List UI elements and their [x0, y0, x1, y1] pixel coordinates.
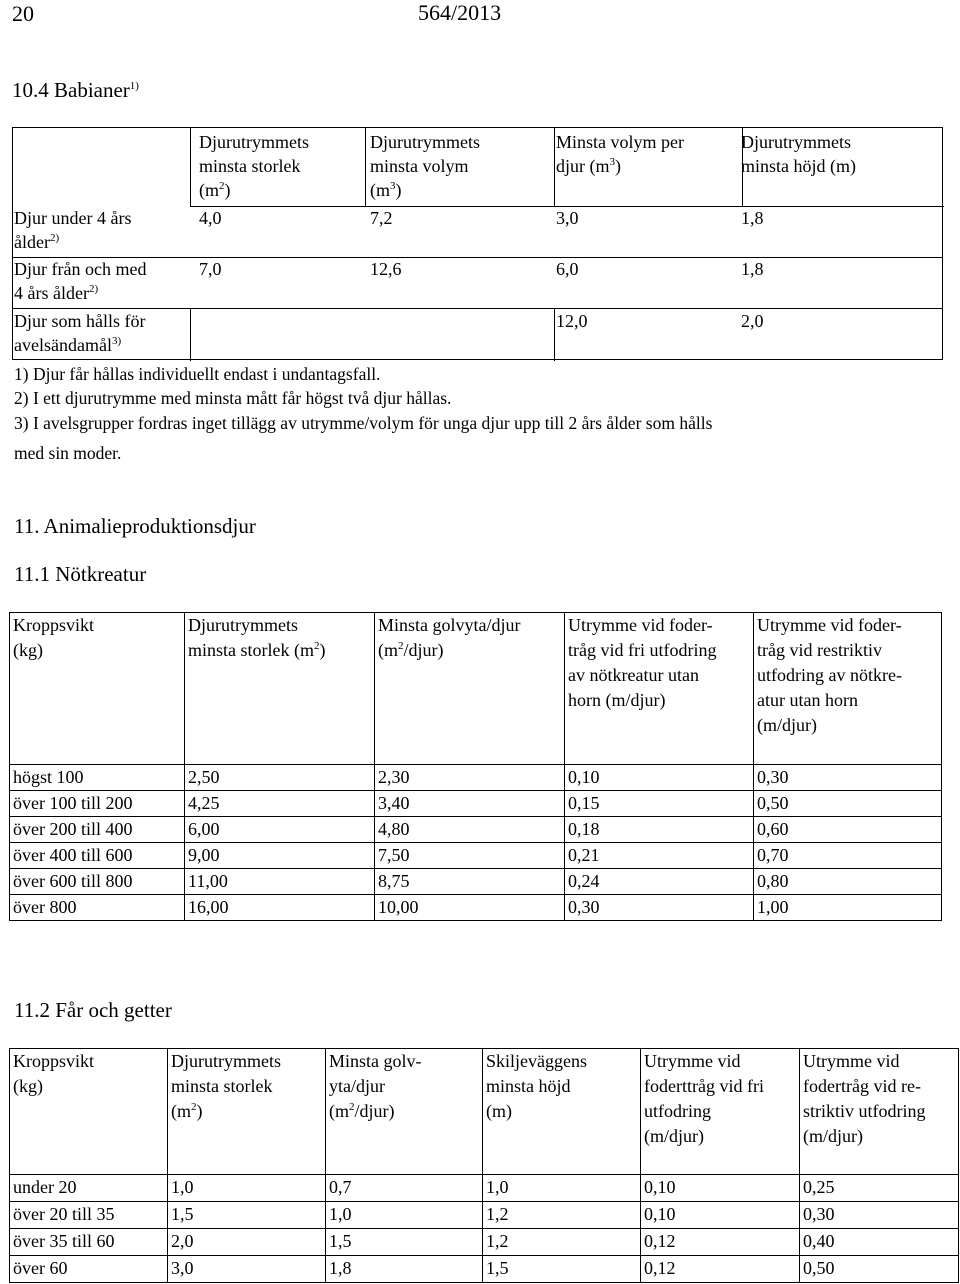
babianer-row-label-2: Djur som hålls för avelsändamål$^{3)}$ [14, 311, 146, 355]
header-cell: Minsta golv- yta/djur $(m^2/djur)$ [326, 1049, 483, 1175]
table-row [10, 869, 942, 895]
table-cell: 0,24 [565, 869, 754, 895]
babianer-value: 1,8 [741, 259, 764, 279]
header-cell: Utrymme vid foderttråg vid fri utfodring (m/djur) [641, 1049, 800, 1175]
header-cell: Utrymme vid fodertråg vid re- striktiv utfodring (m/djur) [800, 1049, 959, 1175]
footnote-3-cont: med sin moder. [14, 443, 122, 463]
table-cell: 9,00 [185, 843, 375, 869]
table-cell: 0,25 [800, 1175, 959, 1202]
table-cell: 0,7 [326, 1175, 483, 1202]
table-row [10, 843, 942, 869]
table-cell: 1,5 [326, 1229, 483, 1256]
table-cell: 0,80 [754, 869, 942, 895]
babianer-col-header-1: Djurutrymmets minsta volym $(m^3)$ [370, 132, 480, 200]
table-cell: 0,12 [641, 1229, 800, 1256]
header-cell: Utrymme vid foder- tråg vid fri utfodring av nötkreatur utan horn (m/djur) [565, 613, 754, 765]
babianer-value: 7,0 [199, 259, 222, 279]
table-cell: 1,0 [168, 1175, 326, 1202]
header-cell: Djurutrymmets minsta storlek $(m^2)$ [185, 613, 375, 765]
far-och-getter-table [9, 1048, 959, 1283]
babianer-value: 1,8 [741, 208, 764, 228]
page-number: 20 [12, 1, 34, 26]
table-cell: 2,30 [375, 765, 565, 791]
footnote-2: 2) I ett djurutrymme med minsta mått får högst två djur hållas. [14, 388, 452, 408]
table-cell: över 20 till 35 [10, 1202, 168, 1229]
babianer-col-header-3: Djurutrymmets minsta höjd (m) [741, 132, 856, 176]
header-cell: Minsta golvyta/djur $(m^2/djur)$ [375, 613, 565, 765]
table-row [10, 791, 942, 817]
table-cell: 0,50 [800, 1256, 959, 1283]
table-row [10, 1229, 959, 1256]
footnote-1: 1) Djur får hållas individuellt endast i undantagsfall. [14, 364, 381, 384]
table-cell: 1,0 [326, 1202, 483, 1229]
babianer-value: 2,0 [741, 311, 764, 331]
table-cell: 10,00 [375, 895, 565, 921]
table-cell: över 200 till 400 [10, 817, 185, 843]
babianer-value: 7,2 [370, 208, 393, 228]
table-cell: 0,60 [754, 817, 942, 843]
table-cell: 0,21 [565, 843, 754, 869]
table-row [10, 1256, 959, 1283]
babianer-value: 6,0 [556, 259, 579, 279]
table-cell: 3,0 [168, 1256, 326, 1283]
table-cell: 6,00 [185, 817, 375, 843]
section-title-notkreatur: 11.1 Nötkreatur [14, 562, 147, 586]
section-title-text: 10.4 Babianer [12, 78, 130, 102]
table-cell: 0,40 [800, 1229, 959, 1256]
table-cell: 0,30 [565, 895, 754, 921]
table-header-row [10, 613, 942, 765]
table-cell: 1,2 [483, 1229, 641, 1256]
table-cell: 1,0 [483, 1175, 641, 1202]
babianer-value: 4,0 [199, 208, 222, 228]
section-title-babianer [12, 78, 139, 103]
table-cell: över 600 till 800 [10, 869, 185, 895]
header-cell: Kroppsvikt (kg) [10, 613, 185, 765]
table-cell: 16,00 [185, 895, 375, 921]
table-row [10, 1202, 959, 1229]
table-header-row [10, 1049, 959, 1175]
table-cell: 4,80 [375, 817, 565, 843]
table-cell: 0,70 [754, 843, 942, 869]
header-cell: Utrymme vid foder- tråg vid restriktiv utfodring av nötkre- atur utan horn (m/djur) [754, 613, 942, 765]
table-cell: 1,00 [754, 895, 942, 921]
table-row [10, 817, 942, 843]
babianer-value: 3,0 [556, 208, 579, 228]
header-cell: Skiljeväggens minsta höjd (m) [483, 1049, 641, 1175]
table-cell: under 20 [10, 1175, 168, 1202]
babianer-row-label-1: Djur från och med 4 års ålder$^{2)}$ [14, 259, 147, 303]
header-cell: Djurutrymmets minsta storlek $(m^2)$ [168, 1049, 326, 1175]
table-row [10, 895, 942, 921]
babianer-value: 12,6 [370, 259, 402, 279]
table-cell: 0,18 [565, 817, 754, 843]
table-cell: 7,50 [375, 843, 565, 869]
table-cell: 1,5 [483, 1256, 641, 1283]
table-cell: 8,75 [375, 869, 565, 895]
table-row [10, 1175, 959, 1202]
table-cell: 4,25 [185, 791, 375, 817]
table-cell: 0,50 [754, 791, 942, 817]
table-cell: över 60 [10, 1256, 168, 1283]
section-title-animalieproduktionsdjur: 11. Animalieproduktionsdjur [14, 514, 256, 538]
table-cell: 0,10 [565, 765, 754, 791]
table-cell: 1,8 [326, 1256, 483, 1283]
table-cell: 0,12 [641, 1256, 800, 1283]
notkreatur-table [9, 612, 942, 921]
babianer-col-header-0: Djurutrymmets minsta storlek $(m^2)$ [199, 132, 309, 200]
table-cell: över 100 till 200 [10, 791, 185, 817]
table-cell: 2,0 [168, 1229, 326, 1256]
document-id: 564/2013 [418, 0, 502, 25]
table-cell: över 400 till 600 [10, 843, 185, 869]
babianer-value: 12,0 [556, 311, 588, 331]
table-cell: 11,00 [185, 869, 375, 895]
table-cell: 3,40 [375, 791, 565, 817]
table-cell: över 35 till 60 [10, 1229, 168, 1256]
table-cell: 0,10 [641, 1202, 800, 1229]
table-cell: 0,30 [754, 765, 942, 791]
table-cell: högst 100 [10, 765, 185, 791]
table-cell: 1,2 [483, 1202, 641, 1229]
section-title-far-och-getter: 11.2 Får och getter [14, 998, 172, 1022]
table-cell: 1,5 [168, 1202, 326, 1229]
table-cell: 0,15 [565, 791, 754, 817]
babianer-row-label-0: Djur under 4 års ålder$^{2)}$ [14, 208, 132, 252]
footnote-ref: 1) [129, 80, 139, 92]
table-cell: 0,30 [800, 1202, 959, 1229]
babianer-col-header-2: Minsta volym per djur $(m^3)$ [556, 132, 684, 176]
babianer-row-1-border [12, 257, 943, 258]
footnote-3: 3) I avelsgrupper fordras inget tillägg av utrymme/volym för unga djur upp till 2 års ålder som hålls [14, 413, 713, 433]
table-cell: över 800 [10, 895, 185, 921]
table-cell: 2,50 [185, 765, 375, 791]
table-cell: 0,10 [641, 1175, 800, 1202]
babianer-merged-empty-cell [190, 308, 555, 361]
header-cell: Kroppsvikt (kg) [10, 1049, 168, 1175]
table-row [10, 765, 942, 791]
